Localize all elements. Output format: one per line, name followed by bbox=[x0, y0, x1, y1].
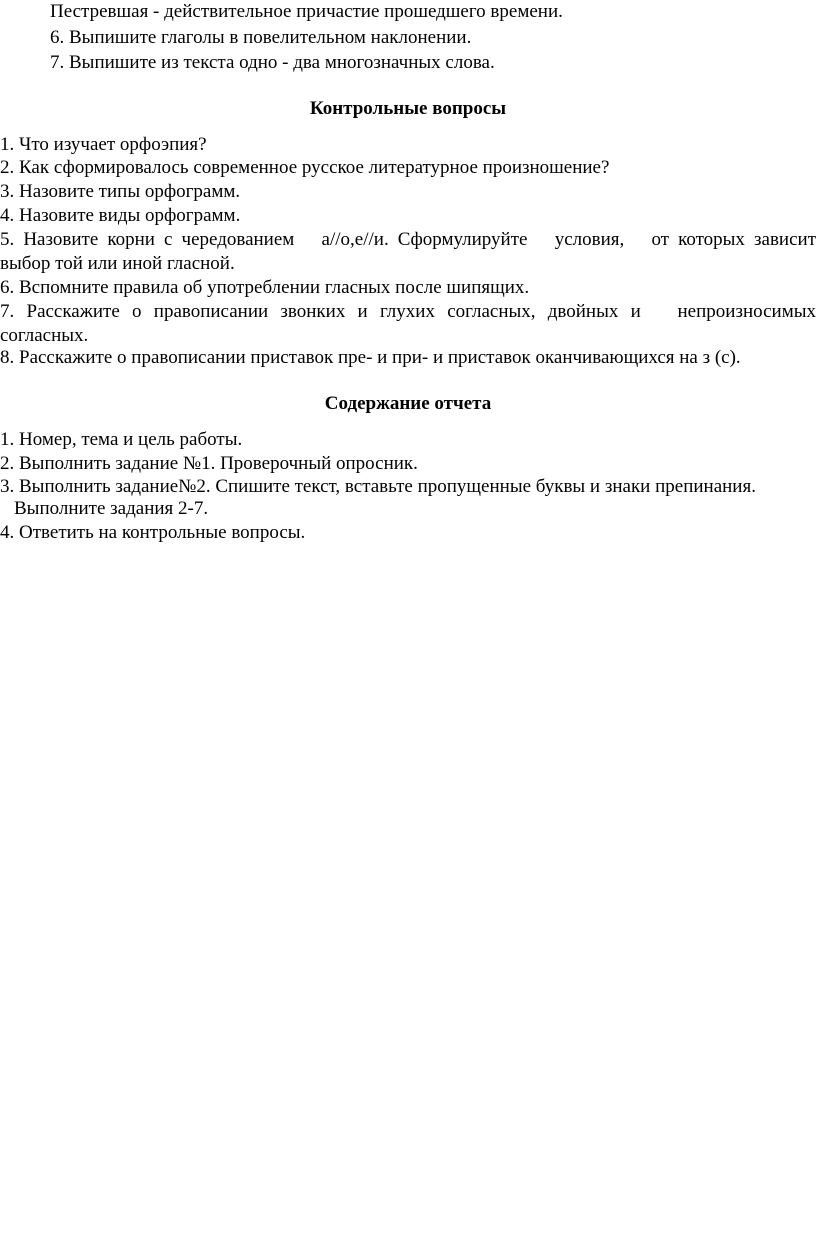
intro-line-3: 7. Выпишите из текста одно - два многозначных слова. bbox=[50, 52, 495, 73]
question-8: 8. Расскажите о правописании приставок пре- и при- и приставок оканчивающихся на з (с). bbox=[0, 347, 741, 368]
question-6: 6. Вспомните правила об употреблении гласных после шипящих. bbox=[0, 277, 530, 298]
question-7 bbox=[0, 300, 816, 324]
report-item-2: 2. Выполнить задание №1. Проверочный опросник. bbox=[0, 453, 418, 474]
question-3: 3. Назовите типы орфограмм. bbox=[0, 181, 241, 202]
question-5-continued: выбор той или иной гласной. bbox=[0, 253, 235, 274]
intro-line-2: 6. Выпишите глаголы в повелительном наклонении. bbox=[50, 27, 472, 48]
intro-line-1: Пестревшая - действительное причастие прошедшего времени. bbox=[50, 1, 563, 22]
report-item-3: 3. Выполнить задание№2. Спишите текст, вставьте пропущенные буквы и знаки препинания. bbox=[0, 476, 756, 497]
report-item-4: 4. Ответить на контрольные вопросы. bbox=[0, 522, 306, 543]
report-contents-heading: Содержание отчета bbox=[324, 393, 492, 414]
question-4: 4. Назовите виды орфограмм. bbox=[0, 205, 241, 226]
question-7-continued: согласных. bbox=[0, 325, 89, 346]
question-5-text: 5. Назовите корни с чередованием а//о,е//и. Сформулируйте условия, от которых зависит bbox=[0, 229, 816, 250]
report-item-3-continued: Выполните задания 2-7. bbox=[14, 498, 209, 519]
question-5 bbox=[0, 228, 816, 252]
question-7-text: 7. Расскажите о правописании звонких и глухих согласных, двойных и непроизносимых bbox=[0, 301, 816, 322]
question-1: 1. Что изучает орфоэпия? bbox=[0, 134, 207, 155]
question-2: 2. Как сформировалось современное русское литературное произношение? bbox=[0, 157, 610, 178]
control-questions-heading: Контрольные вопросы bbox=[309, 98, 507, 119]
report-item-1: 1. Номер, тема и цель работы. bbox=[0, 429, 243, 450]
